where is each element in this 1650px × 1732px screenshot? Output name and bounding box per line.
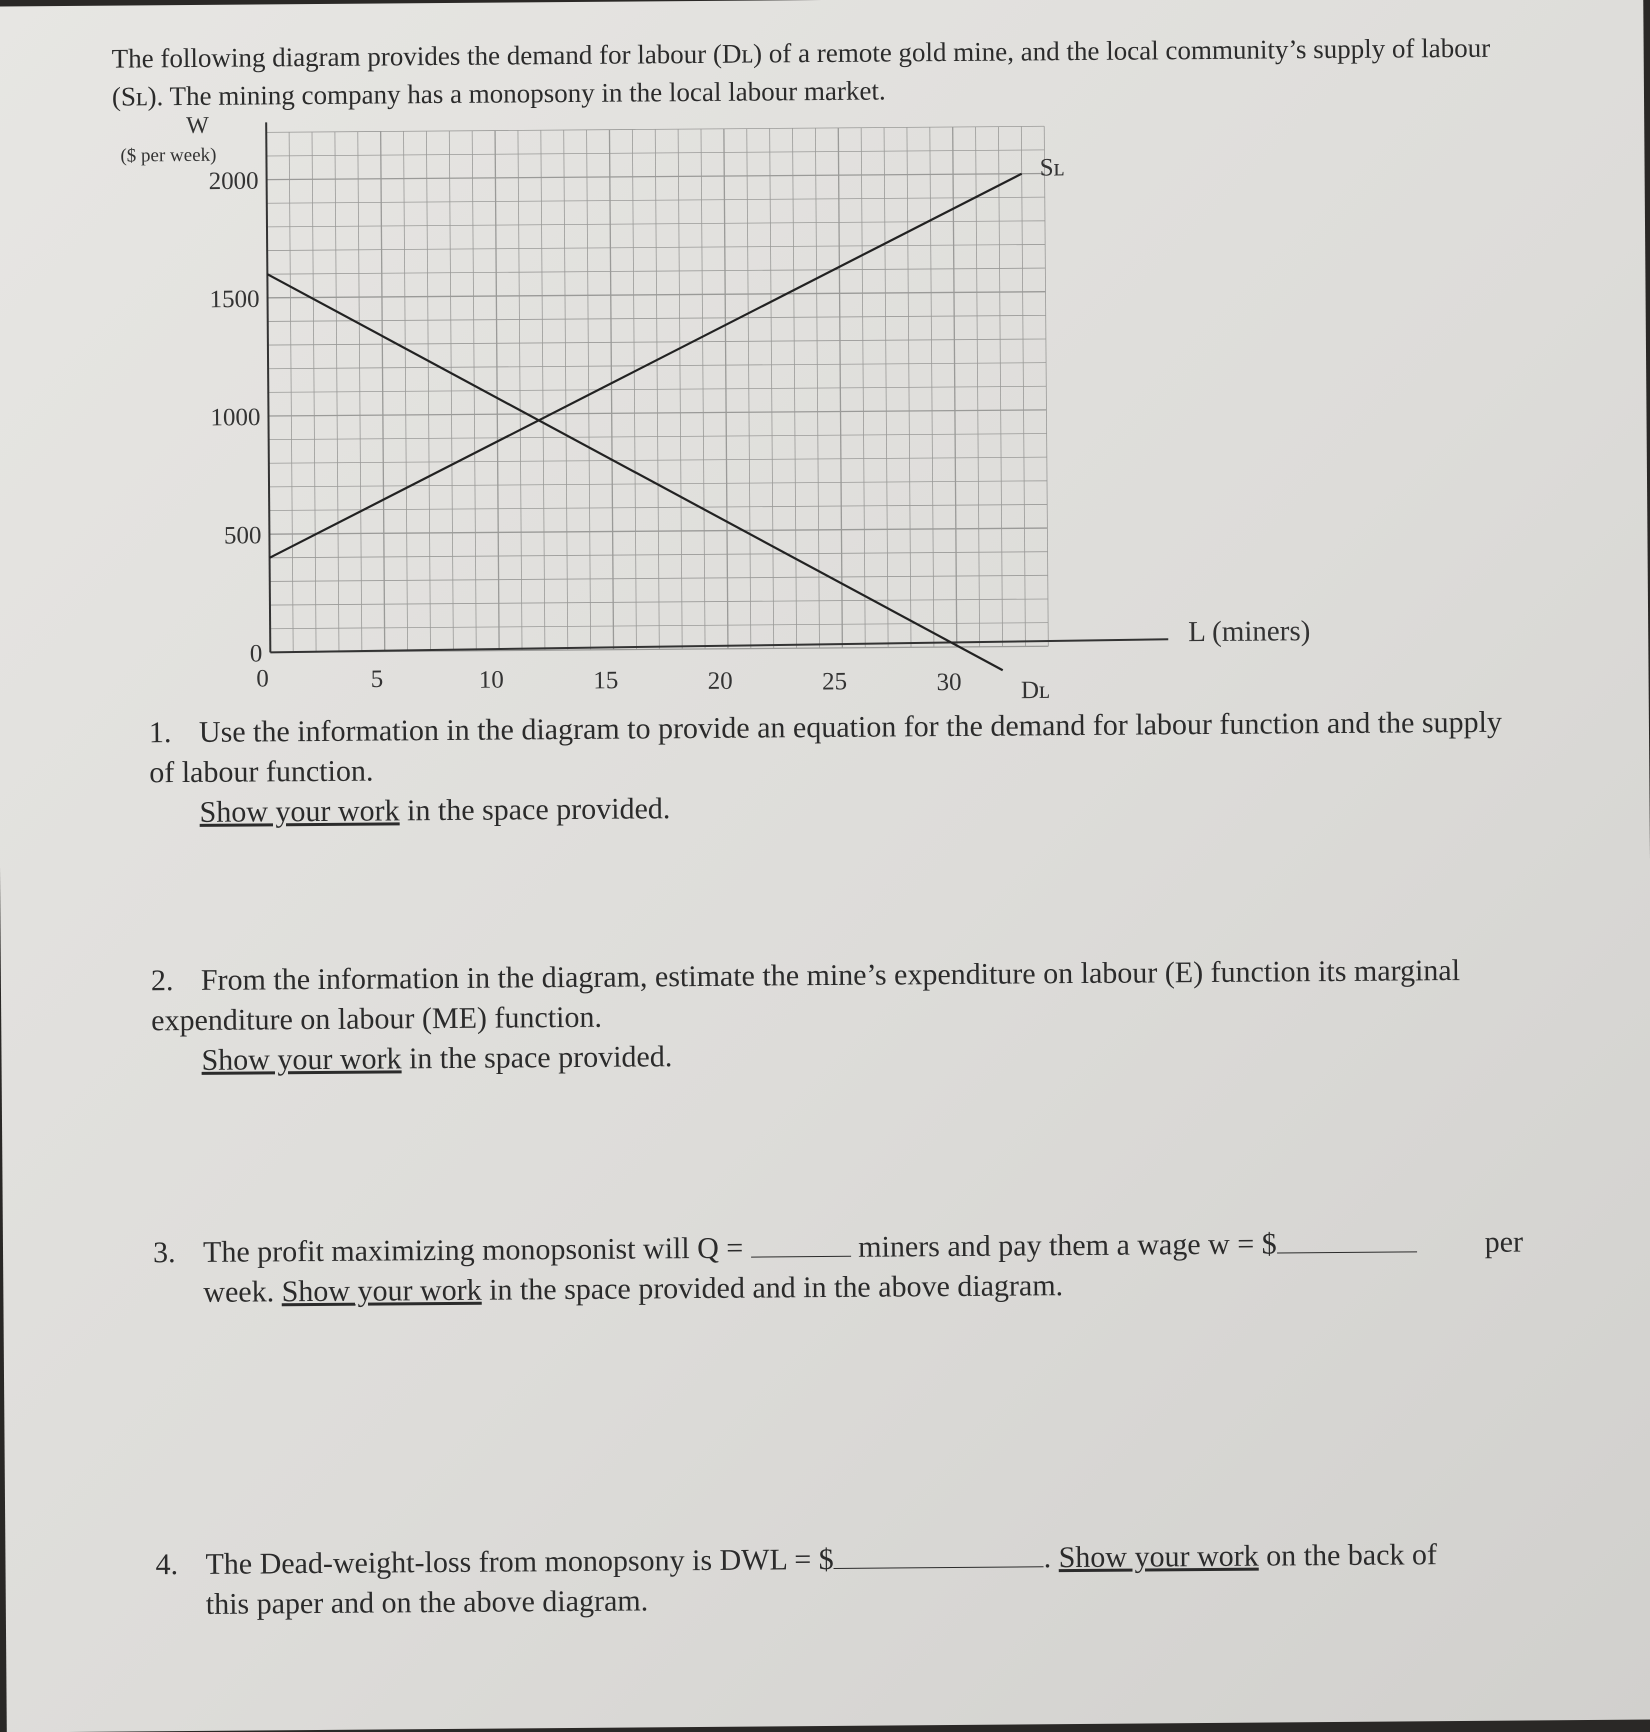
question-4-number: 4. xyxy=(155,1548,179,1582)
quantity-answer-blank[interactable] xyxy=(751,1230,851,1258)
question-4-text-a: The Dead-weight-loss from monopsony is DWL = $ xyxy=(205,1542,834,1581)
question-4-after-b: this paper and on the above diagram. xyxy=(205,1584,649,1621)
supply-curve xyxy=(267,174,1025,558)
dwl-answer-blank[interactable] xyxy=(834,1540,1044,1569)
y-axis xyxy=(266,122,270,652)
wage-answer-blank[interactable] xyxy=(1277,1225,1417,1253)
question-4-text-b: . xyxy=(1043,1541,1052,1575)
question-3-week: week. xyxy=(203,1275,275,1309)
x-tick-label: 5 xyxy=(370,665,384,694)
question-3-text-b: miners and pay them a wage w = $ xyxy=(858,1227,1277,1264)
x-tick-label: 0 xyxy=(256,665,269,693)
intro-text: The following diagram provides the demand for labour (Dʟ) of a remote gold mine, and the local community’s supply of labour (Sʟ). The mining company has a monopsony in the local labour market. xyxy=(111,32,1491,112)
y-tick-label: 1000 xyxy=(210,404,261,432)
question-1-text: Use the information in the diagram to provide an equation for the demand for labour function and the supply of labour function. xyxy=(149,705,1503,790)
demand-curve xyxy=(267,268,1002,676)
question-3-after: in the space provided and in the above diagram. xyxy=(489,1269,1064,1307)
x-tick-label: 15 xyxy=(593,667,619,695)
supply-curve-label: Sʟ xyxy=(1039,154,1065,182)
question-2 xyxy=(151,951,1522,1082)
x-tick-label: 10 xyxy=(478,666,504,694)
labour-market-chart xyxy=(104,104,1389,714)
y-tick-label: 0 xyxy=(249,640,263,668)
question-1-after: in the space provided. xyxy=(406,792,671,828)
question-3-text-a: The profit maximizing monopsonist will Q = xyxy=(202,1231,744,1269)
question-2-show-work: Show your work xyxy=(201,1042,402,1077)
question-4-show-work: Show your work xyxy=(1058,1539,1259,1575)
y-axis-label: W xyxy=(186,112,209,139)
question-1-show-work: Show your work xyxy=(199,794,400,829)
question-3-show-work: Show your work xyxy=(281,1273,482,1309)
demand-curve-label: Dʟ xyxy=(1020,676,1050,705)
question-4 xyxy=(155,1535,1526,1626)
question-2-text: From the information in the diagram, estimate the mine’s expenditure on labour (E) function its marginal expenditure on labour (ME) function. xyxy=(151,954,1461,1038)
question-1 xyxy=(149,703,1520,834)
x-tick-label: 30 xyxy=(936,668,962,697)
y-axis-unit: ($ per week) xyxy=(120,144,217,167)
question-4-after-a: on the back of xyxy=(1266,1538,1438,1573)
question-2-after: in the space provided. xyxy=(408,1040,673,1076)
x-axis-label: L (miners) xyxy=(1188,615,1311,649)
y-tick-label: 1500 xyxy=(209,285,260,314)
y-tick-label: 2000 xyxy=(208,167,259,196)
question-3 xyxy=(153,1223,1524,1314)
chart-svg xyxy=(104,104,1389,714)
question-2-number: 2. xyxy=(150,964,174,998)
question-3-number: 3. xyxy=(152,1236,176,1270)
y-tick-label: 500 xyxy=(223,522,262,550)
x-tick-label: 25 xyxy=(822,668,848,696)
x-tick-label: 20 xyxy=(707,667,733,695)
question-3-per: per xyxy=(1484,1225,1524,1259)
question-1-number: 1. xyxy=(148,716,172,750)
